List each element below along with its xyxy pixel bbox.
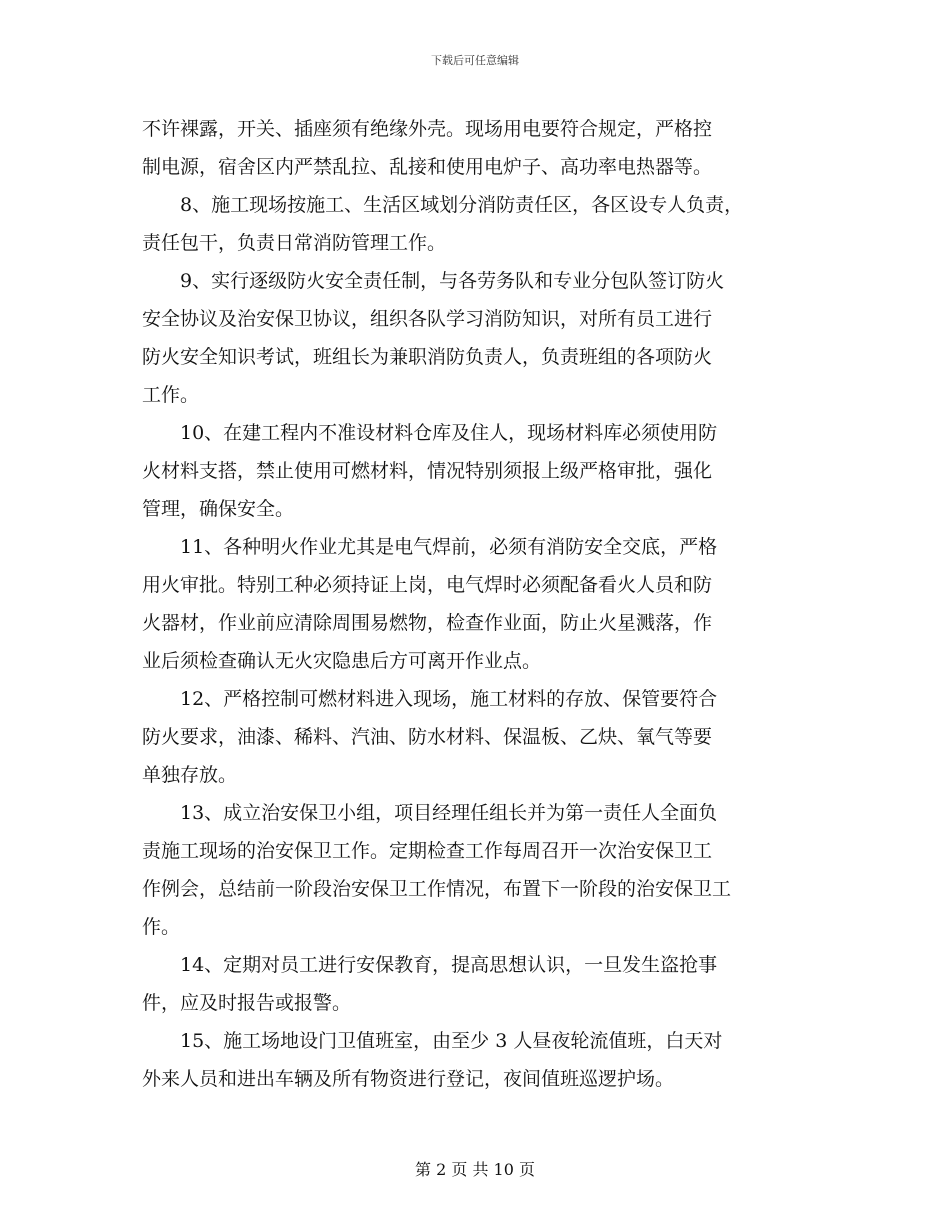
text-line: 件，应及时报告或报警。 bbox=[142, 992, 352, 1014]
text-line: 用火审批。特别工种必须持证上岗，电气焊时必须配备看火人员和防 bbox=[142, 574, 713, 596]
paragraph-7 bbox=[142, 794, 842, 946]
text-line: 制电源，宿舍区内严禁乱拉、乱接和使用电炉子、高功率电热器等。 bbox=[142, 156, 713, 178]
paragraph-5 bbox=[142, 528, 842, 680]
page-footer: 第 2 页 共 10 页 bbox=[415, 1160, 535, 1179]
text-line: 9、实行逐级防火安全责任制，与各劳务队和专业分包队签订防火 bbox=[180, 270, 725, 292]
text-line: 管理，确保安全。 bbox=[142, 498, 295, 520]
text-line: 防火要求，油漆、稀料、汽油、防水材料、保温板、乙炔、氧气等要 bbox=[142, 726, 713, 748]
paragraph-9 bbox=[142, 1022, 842, 1098]
text-line: 火材料支搭，禁止使用可燃材料，情况特别须报上级严格审批，强化 bbox=[142, 460, 713, 482]
text-line: 11、各种明火作业尤其是电气焊前，必须有消防安全交底，严格 bbox=[180, 536, 718, 558]
text-line: 8、施工现场按施工、生活区域划分消防责任区，各区设专人负责， bbox=[180, 194, 744, 216]
text-line: 12、严格控制可燃材料进入现场，施工材料的存放、保管要符合 bbox=[180, 688, 718, 710]
paragraph-1 bbox=[142, 110, 842, 186]
document-body bbox=[142, 110, 842, 1098]
text-line: 14、定期对员工进行安保教育，提高思想认识，一旦发生盗抢事 bbox=[180, 954, 718, 976]
paragraph-2 bbox=[142, 186, 842, 262]
text-line: 作。 bbox=[142, 916, 181, 938]
paragraph-6 bbox=[142, 680, 842, 794]
text-line: 10、在建工程内不准设材料仓库及住人，现场材料库必须使用防 bbox=[180, 422, 718, 444]
text-line: 责任包干，负责日常消防管理工作。 bbox=[142, 232, 447, 254]
text-line: 单独存放。 bbox=[142, 764, 238, 786]
text-line: 责施工现场的治安保卫工作。定期检查工作每周召开一次治安保卫工 bbox=[142, 840, 713, 862]
text-line: 作例会，总结前一阶段治安保卫工作情况，布置下一阶段的治安保卫工 bbox=[142, 878, 732, 900]
text-line: 15、施工场地设门卫值班室，由至少 3 人昼夜轮流值班，白天对 bbox=[180, 1030, 723, 1052]
text-line: 防火安全知识考试，班组长为兼职消防负责人，负责班组的各项防火 bbox=[142, 346, 713, 368]
text-line: 工作。 bbox=[142, 384, 200, 406]
text-line: 业后须检查确认无火灾隐患后方可离开作业点。 bbox=[142, 650, 542, 672]
paragraph-4 bbox=[142, 414, 842, 528]
paragraph-8 bbox=[142, 946, 842, 1022]
text-line: 不许裸露，开关、插座须有绝缘外壳。现场用电要符合规定，严格控 bbox=[142, 118, 713, 140]
page-header: 下载后可任意编辑 bbox=[431, 54, 519, 67]
paragraph-3 bbox=[142, 262, 842, 414]
text-line: 外来人员和进出车辆及所有物资进行登记，夜间值班巡逻护场。 bbox=[142, 1068, 675, 1090]
text-line: 火器材，作业前应清除周围易燃物，检查作业面，防止火星溅落，作 bbox=[142, 612, 713, 634]
text-line: 13、成立治安保卫小组，项目经理任组长并为第一责任人全面负 bbox=[180, 802, 718, 824]
text-line: 安全协议及治安保卫协议，组织各队学习消防知识，对所有员工进行 bbox=[142, 308, 713, 330]
